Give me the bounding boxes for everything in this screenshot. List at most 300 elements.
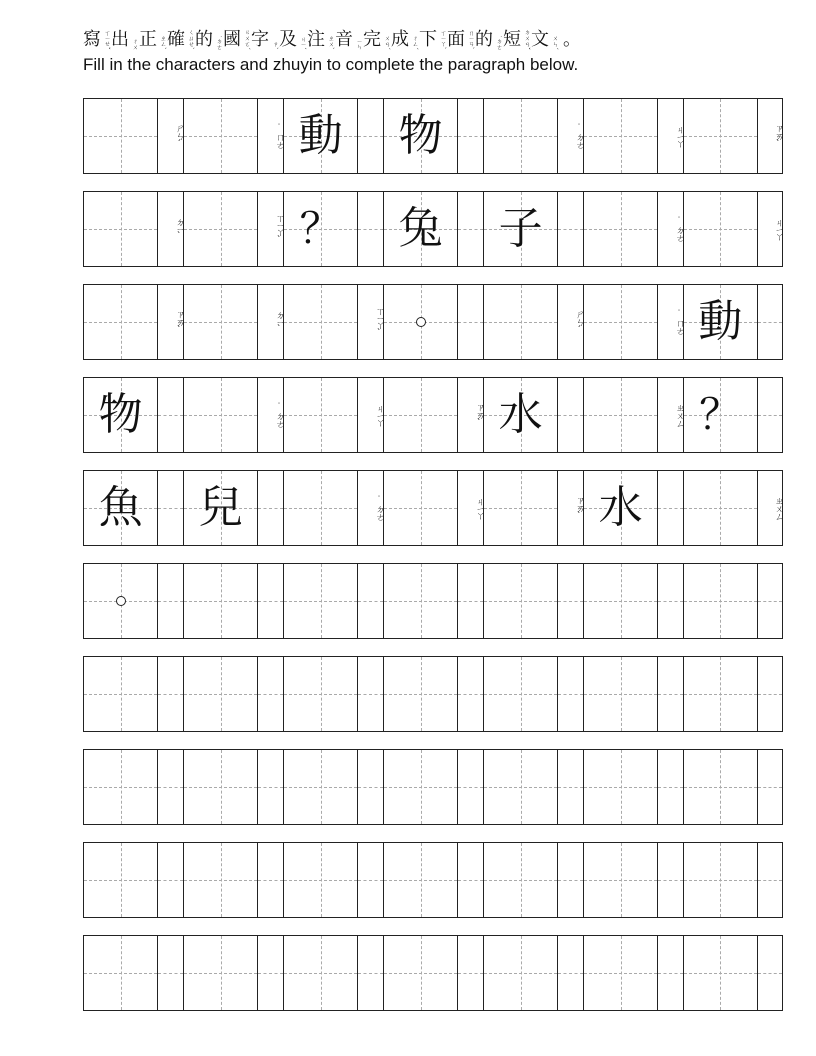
character-box[interactable] xyxy=(484,378,558,452)
character-box[interactable] xyxy=(584,378,658,452)
grid-cell[interactable] xyxy=(183,842,283,918)
character-box[interactable] xyxy=(184,378,258,452)
instruction-char xyxy=(83,30,110,50)
zhuyin-box[interactable] xyxy=(758,936,783,1010)
instruction-char xyxy=(195,30,222,50)
zhuyin-box[interactable] xyxy=(758,192,783,266)
grid-cell[interactable] xyxy=(683,470,783,546)
zhuyin-box[interactable] xyxy=(758,285,783,359)
grid-cell[interactable] xyxy=(83,656,183,732)
character-box[interactable] xyxy=(284,657,358,731)
instructions-chinese xyxy=(83,22,803,50)
character-box[interactable] xyxy=(484,750,558,824)
zhuyin-box[interactable] xyxy=(558,378,583,452)
zhuyin-box[interactable] xyxy=(258,843,283,917)
zhuyin-box[interactable] xyxy=(158,564,183,638)
instruction-char-glyph: 注 xyxy=(307,29,325,50)
grid-cell[interactable] xyxy=(583,284,683,360)
character-box[interactable] xyxy=(684,99,758,173)
zhuyin-box[interactable] xyxy=(158,471,183,545)
instruction-char-zhuyin: ˙ㄉㄜ xyxy=(495,35,502,50)
given-zhuyin: ˙ㄉㄜ xyxy=(258,403,283,428)
instruction-char xyxy=(111,30,138,50)
zhuyin-box[interactable] xyxy=(458,99,483,173)
grid-cell[interactable] xyxy=(83,563,183,639)
zhuyin-box[interactable] xyxy=(458,192,483,266)
grid-cell[interactable] xyxy=(483,749,583,825)
zhuyin-box[interactable] xyxy=(558,471,583,545)
grid-cell[interactable] xyxy=(383,656,483,732)
given-zhuyin: ㄉㄧˋ xyxy=(158,217,183,240)
given-zhuyin: ㄐㄧㄚ xyxy=(658,125,683,147)
instruction-char-zhuyin: ㄓㄥˋ xyxy=(159,35,166,50)
given-character: 動 xyxy=(698,296,743,347)
zhuyin-box[interactable] xyxy=(758,564,783,638)
given-zhuyin: ㄓㄨㄥ xyxy=(758,496,783,520)
given-zhuyin: ㄗㄞˋ xyxy=(158,310,183,335)
zhuyin-box[interactable] xyxy=(658,936,683,1010)
character-box[interactable] xyxy=(684,471,758,545)
grid-cell[interactable] xyxy=(83,191,183,267)
grid-cell[interactable] xyxy=(83,749,183,825)
instruction-char-zhuyin: ㄒㄧㄚˋ xyxy=(439,30,446,50)
instructions-english: Fill in the characters and zhuyin to complete the paragraph below. xyxy=(83,55,579,74)
grid-cell[interactable] xyxy=(583,377,683,453)
zhuyin-box[interactable] xyxy=(158,750,183,824)
instruction-char-zhuyin: ㄨㄢˊ xyxy=(383,35,390,50)
grid-row xyxy=(83,284,791,360)
grid-cell[interactable] xyxy=(483,842,583,918)
grid-cell[interactable] xyxy=(383,377,483,453)
character-box[interactable] xyxy=(384,378,458,452)
character-box[interactable] xyxy=(84,843,158,917)
instruction-char xyxy=(279,30,306,50)
given-zhuyin: ㄒㄧㄚˋ xyxy=(258,213,283,244)
instruction-char-glyph: 及 xyxy=(279,29,297,50)
character-box[interactable] xyxy=(384,471,458,545)
grid-cell[interactable] xyxy=(583,191,683,267)
instruction-char xyxy=(503,29,530,50)
character-box[interactable] xyxy=(684,750,758,824)
character-box[interactable] xyxy=(484,285,558,359)
instruction-char-zhuyin: ㄔㄨ xyxy=(131,38,138,50)
grid-cell[interactable] xyxy=(683,935,783,1011)
zhuyin-box[interactable] xyxy=(258,471,283,545)
zhuyin-box[interactable] xyxy=(658,843,683,917)
instruction-char-zhuyin: ㄍㄨㄛˊ xyxy=(243,29,250,50)
character-box[interactable] xyxy=(484,657,558,731)
zhuyin-box[interactable] xyxy=(458,843,483,917)
instruction-char xyxy=(419,30,446,50)
given-character: 動 xyxy=(298,110,343,161)
instruction-char xyxy=(251,30,278,50)
zhuyin-box[interactable] xyxy=(658,471,683,545)
instruction-char-glyph: 的 xyxy=(195,29,213,50)
grid-row xyxy=(83,563,791,639)
given-character: 物 xyxy=(398,110,443,161)
grid-row xyxy=(83,98,791,174)
character-box[interactable] xyxy=(284,192,358,266)
period-mark xyxy=(416,317,426,327)
instruction-char-zhuyin: ㄗˋ xyxy=(271,41,278,50)
character-box[interactable] xyxy=(484,564,558,638)
character-box[interactable] xyxy=(184,192,258,266)
zhuyin-box[interactable] xyxy=(358,564,383,638)
grid-cell[interactable] xyxy=(483,563,583,639)
grid-cell[interactable] xyxy=(83,284,183,360)
zhuyin-box[interactable] xyxy=(258,657,283,731)
grid-cell[interactable] xyxy=(283,842,383,918)
character-box[interactable] xyxy=(684,657,758,731)
zhuyin-box[interactable] xyxy=(658,99,683,173)
instruction-char-zhuyin: ㄧㄣ xyxy=(355,39,362,50)
grid-cell[interactable] xyxy=(283,284,383,360)
zhuyin-box[interactable] xyxy=(258,750,283,824)
grid-cell[interactable] xyxy=(183,749,283,825)
zhuyin-box[interactable] xyxy=(358,657,383,731)
grid-cell[interactable] xyxy=(383,284,483,360)
grid-cell[interactable] xyxy=(283,98,383,174)
grid-cell[interactable] xyxy=(283,377,383,453)
zhuyin-box[interactable] xyxy=(458,657,483,731)
character-box[interactable] xyxy=(284,843,358,917)
character-box[interactable] xyxy=(584,750,658,824)
given-zhuyin: ˙ㄉㄜ xyxy=(358,496,383,521)
grid-cell[interactable] xyxy=(483,98,583,174)
character-box[interactable] xyxy=(184,285,258,359)
instruction-char-glyph: 國 xyxy=(223,29,241,50)
zhuyin-box[interactable] xyxy=(558,285,583,359)
character-box[interactable] xyxy=(284,99,358,173)
grid-cell[interactable] xyxy=(183,935,283,1011)
instruction-char-zhuyin: ㄑㄩㄝˋ xyxy=(187,29,194,50)
character-box[interactable] xyxy=(84,99,158,173)
zhuyin-box[interactable] xyxy=(658,285,683,359)
zhuyin-box[interactable] xyxy=(158,936,183,1010)
zhuyin-box[interactable] xyxy=(658,564,683,638)
zhuyin-box[interactable] xyxy=(158,99,183,173)
grid-cell[interactable] xyxy=(183,191,283,267)
zhuyin-box[interactable] xyxy=(458,564,483,638)
zhuyin-box[interactable] xyxy=(458,285,483,359)
grid-cell[interactable] xyxy=(483,377,583,453)
given-character: 水 xyxy=(498,389,543,440)
grid-cell[interactable] xyxy=(283,749,383,825)
character-box[interactable] xyxy=(284,471,358,545)
instruction-char xyxy=(307,30,334,50)
character-box[interactable] xyxy=(384,657,458,731)
grid-cell[interactable] xyxy=(683,98,783,174)
zhuyin-box[interactable] xyxy=(458,936,483,1010)
character-box[interactable] xyxy=(484,192,558,266)
character-box[interactable] xyxy=(184,936,258,1010)
instruction-char-glyph: 確 xyxy=(167,29,185,50)
grid-cell[interactable] xyxy=(283,563,383,639)
period-mark xyxy=(116,596,126,606)
given-character: 兔 xyxy=(398,203,443,254)
grid-cell[interactable] xyxy=(683,656,783,732)
grid-cell[interactable] xyxy=(283,191,383,267)
character-box[interactable] xyxy=(84,285,158,359)
grid-cell[interactable] xyxy=(383,563,483,639)
grid-cell[interactable] xyxy=(483,935,583,1011)
character-box[interactable] xyxy=(684,843,758,917)
question-mark: ？ xyxy=(299,204,342,253)
given-zhuyin: ㄕㄣˊ xyxy=(558,310,583,335)
instruction-char-zhuyin: ㄒㄧㄝˇ xyxy=(103,30,110,50)
instructions xyxy=(83,22,803,76)
grid-cell[interactable] xyxy=(83,842,183,918)
character-box[interactable] xyxy=(284,750,358,824)
grid-cell[interactable] xyxy=(383,191,483,267)
instruction-char-glyph: 音 xyxy=(335,29,353,50)
given-zhuyin: ˙ㄇㄜ xyxy=(658,310,683,335)
zhuyin-box[interactable] xyxy=(758,843,783,917)
given-character: 物 xyxy=(98,389,143,440)
zhuyin-box[interactable] xyxy=(358,192,383,266)
character-box[interactable] xyxy=(284,378,358,452)
zhuyin-box[interactable] xyxy=(458,378,483,452)
character-box[interactable] xyxy=(484,843,558,917)
grid-cell[interactable] xyxy=(683,284,783,360)
grid-cell[interactable] xyxy=(383,470,483,546)
character-box[interactable] xyxy=(684,285,758,359)
zhuyin-box[interactable] xyxy=(258,564,283,638)
character-box[interactable] xyxy=(184,99,258,173)
zhuyin-box[interactable] xyxy=(358,378,383,452)
grid-cell[interactable] xyxy=(683,842,783,918)
instruction-char-zhuyin: ㄨㄣˊ xyxy=(551,35,558,50)
instruction-char-zhuyin: ˙ㄉㄜ xyxy=(215,35,222,50)
character-box[interactable] xyxy=(384,936,458,1010)
grid-cell[interactable] xyxy=(583,98,683,174)
grid-cell[interactable] xyxy=(583,656,683,732)
zhuyin-box[interactable] xyxy=(258,378,283,452)
grid-cell[interactable] xyxy=(183,470,283,546)
zhuyin-box[interactable] xyxy=(758,657,783,731)
given-zhuyin: ˙ㄉㄜ xyxy=(658,217,683,242)
writing-grid xyxy=(83,98,791,1028)
zhuyin-box[interactable] xyxy=(658,378,683,452)
grid-cell[interactable] xyxy=(483,470,583,546)
zhuyin-box[interactable] xyxy=(758,471,783,545)
grid-cell[interactable] xyxy=(583,842,683,918)
character-box[interactable] xyxy=(84,192,158,266)
given-character: 兒 xyxy=(198,482,243,533)
zhuyin-box[interactable] xyxy=(158,192,183,266)
grid-cell[interactable] xyxy=(83,470,183,546)
grid-cell[interactable] xyxy=(283,656,383,732)
character-box[interactable] xyxy=(384,99,458,173)
zhuyin-box[interactable] xyxy=(158,843,183,917)
character-box[interactable] xyxy=(584,192,658,266)
zhuyin-box[interactable] xyxy=(558,657,583,731)
character-box[interactable] xyxy=(384,750,458,824)
character-box[interactable] xyxy=(384,843,458,917)
character-box[interactable] xyxy=(684,378,758,452)
zhuyin-box[interactable] xyxy=(558,99,583,173)
instruction-char-glyph: 文 xyxy=(531,29,549,50)
grid-cell[interactable] xyxy=(483,284,583,360)
character-box[interactable] xyxy=(484,936,558,1010)
character-box[interactable] xyxy=(84,564,158,638)
zhuyin-box[interactable] xyxy=(458,471,483,545)
grid-cell[interactable] xyxy=(583,749,683,825)
character-box[interactable] xyxy=(184,843,258,917)
character-box[interactable] xyxy=(484,99,558,173)
grid-cell[interactable] xyxy=(683,563,783,639)
zhuyin-box[interactable] xyxy=(558,192,583,266)
character-box[interactable] xyxy=(84,378,158,452)
given-zhuyin: ㄉㄧˋ xyxy=(258,310,283,333)
zhuyin-box[interactable] xyxy=(758,378,783,452)
zhuyin-box[interactable] xyxy=(758,99,783,173)
character-box[interactable] xyxy=(584,564,658,638)
character-box[interactable] xyxy=(684,936,758,1010)
character-box[interactable] xyxy=(684,564,758,638)
instruction-char-glyph: 短 xyxy=(503,29,521,50)
character-box[interactable] xyxy=(584,471,658,545)
instruction-char-glyph: 完 xyxy=(363,29,381,50)
given-zhuyin: ㄒㄧㄚˋ xyxy=(358,306,383,337)
character-box[interactable] xyxy=(84,936,158,1010)
character-box[interactable] xyxy=(284,564,358,638)
grid-cell[interactable] xyxy=(683,191,783,267)
zhuyin-box[interactable] xyxy=(258,192,283,266)
zhuyin-box[interactable] xyxy=(358,936,383,1010)
character-box[interactable] xyxy=(184,750,258,824)
grid-cell[interactable] xyxy=(383,935,483,1011)
grid-cell[interactable] xyxy=(183,377,283,453)
character-box[interactable] xyxy=(584,936,658,1010)
zhuyin-box[interactable] xyxy=(358,471,383,545)
given-zhuyin: ㄐㄧㄚ xyxy=(758,218,783,240)
given-zhuyin: ㄗㄞˋ xyxy=(558,496,583,521)
character-box[interactable] xyxy=(284,936,358,1010)
grid-row xyxy=(83,191,791,267)
zhuyin-box[interactable] xyxy=(258,936,283,1010)
instruction-char-glyph: 出 xyxy=(111,29,129,50)
given-character: 魚 xyxy=(98,482,143,533)
instruction-char-glyph: 正 xyxy=(139,29,157,50)
character-box[interactable] xyxy=(184,564,258,638)
zhuyin-box[interactable] xyxy=(558,843,583,917)
grid-cell[interactable] xyxy=(83,935,183,1011)
instruction-char-glyph: 面 xyxy=(447,29,465,50)
zhuyin-box[interactable] xyxy=(158,285,183,359)
character-box[interactable] xyxy=(384,285,458,359)
question-mark: ？ xyxy=(699,390,742,439)
instruction-char xyxy=(391,30,418,50)
grid-cell[interactable] xyxy=(683,377,783,453)
instruction-char xyxy=(475,30,502,50)
grid-cell[interactable] xyxy=(183,284,283,360)
zhuyin-box[interactable] xyxy=(158,657,183,731)
zhuyin-box[interactable] xyxy=(358,285,383,359)
grid-row xyxy=(83,749,791,825)
grid-cell[interactable] xyxy=(83,98,183,174)
given-zhuyin: ㄕㄣˊ xyxy=(158,124,183,149)
given-zhuyin: ㄐㄧㄚ xyxy=(458,497,483,519)
grid-cell[interactable] xyxy=(383,749,483,825)
instruction-char-glyph: 字 xyxy=(251,29,269,50)
grid-cell[interactable] xyxy=(383,842,483,918)
instruction-char xyxy=(167,29,194,50)
character-box[interactable] xyxy=(584,657,658,731)
grid-cell[interactable] xyxy=(183,656,283,732)
grid-cell[interactable] xyxy=(583,470,683,546)
zhuyin-box[interactable] xyxy=(558,936,583,1010)
zhuyin-box[interactable] xyxy=(458,750,483,824)
grid-cell[interactable] xyxy=(183,98,283,174)
zhuyin-box[interactable] xyxy=(658,750,683,824)
grid-row xyxy=(83,656,791,732)
grid-cell[interactable] xyxy=(683,749,783,825)
grid-cell[interactable] xyxy=(83,377,183,453)
character-box[interactable] xyxy=(184,657,258,731)
character-box[interactable] xyxy=(84,657,158,731)
given-zhuyin: ㄗㄞˋ xyxy=(758,124,783,149)
zhuyin-box[interactable] xyxy=(658,657,683,731)
character-box[interactable] xyxy=(384,564,458,638)
zhuyin-box[interactable] xyxy=(558,564,583,638)
character-box[interactable] xyxy=(584,843,658,917)
instruction-char xyxy=(559,30,581,50)
instruction-char xyxy=(335,30,362,50)
instruction-char xyxy=(447,30,474,50)
zhuyin-box[interactable] xyxy=(358,750,383,824)
zhuyin-box[interactable] xyxy=(758,750,783,824)
instruction-char xyxy=(363,30,390,50)
instruction-char-zhuyin: ㄔㄥˊ xyxy=(411,35,418,50)
character-box[interactable] xyxy=(584,285,658,359)
character-box[interactable] xyxy=(184,471,258,545)
grid-cell[interactable] xyxy=(283,470,383,546)
character-box[interactable] xyxy=(284,285,358,359)
zhuyin-box[interactable] xyxy=(358,843,383,917)
zhuyin-box[interactable] xyxy=(358,99,383,173)
character-box[interactable] xyxy=(84,471,158,545)
grid-cell[interactable] xyxy=(483,656,583,732)
instruction-char-glyph: 寫 xyxy=(83,29,101,50)
zhuyin-box[interactable] xyxy=(258,99,283,173)
zhuyin-box[interactable] xyxy=(658,192,683,266)
given-zhuyin: ㄐㄧㄚ xyxy=(358,404,383,426)
grid-cell[interactable] xyxy=(383,98,483,174)
zhuyin-box[interactable] xyxy=(558,750,583,824)
grid-cell[interactable] xyxy=(283,935,383,1011)
zhuyin-box[interactable] xyxy=(158,378,183,452)
character-box[interactable] xyxy=(484,471,558,545)
instruction-char-zhuyin: ㄐㄧˊ xyxy=(299,36,306,50)
given-zhuyin: ㄗㄞˋ xyxy=(458,403,483,428)
instruction-char xyxy=(139,30,166,50)
character-box[interactable] xyxy=(684,192,758,266)
zhuyin-box[interactable] xyxy=(258,285,283,359)
grid-cell[interactable] xyxy=(583,563,683,639)
grid-cell[interactable] xyxy=(583,935,683,1011)
character-box[interactable] xyxy=(384,192,458,266)
given-zhuyin: ˙ㄇㄜ xyxy=(258,124,283,149)
grid-cell[interactable] xyxy=(183,563,283,639)
character-box[interactable] xyxy=(584,99,658,173)
grid-cell[interactable] xyxy=(483,191,583,267)
grid-row xyxy=(83,377,791,453)
instruction-char-glyph: 下 xyxy=(419,29,437,50)
instruction-char-zhuyin: ㄇㄧㄢˋ xyxy=(467,30,474,50)
character-box[interactable] xyxy=(84,750,158,824)
instruction-char-zhuyin: ㄓㄨˋ xyxy=(327,35,334,50)
